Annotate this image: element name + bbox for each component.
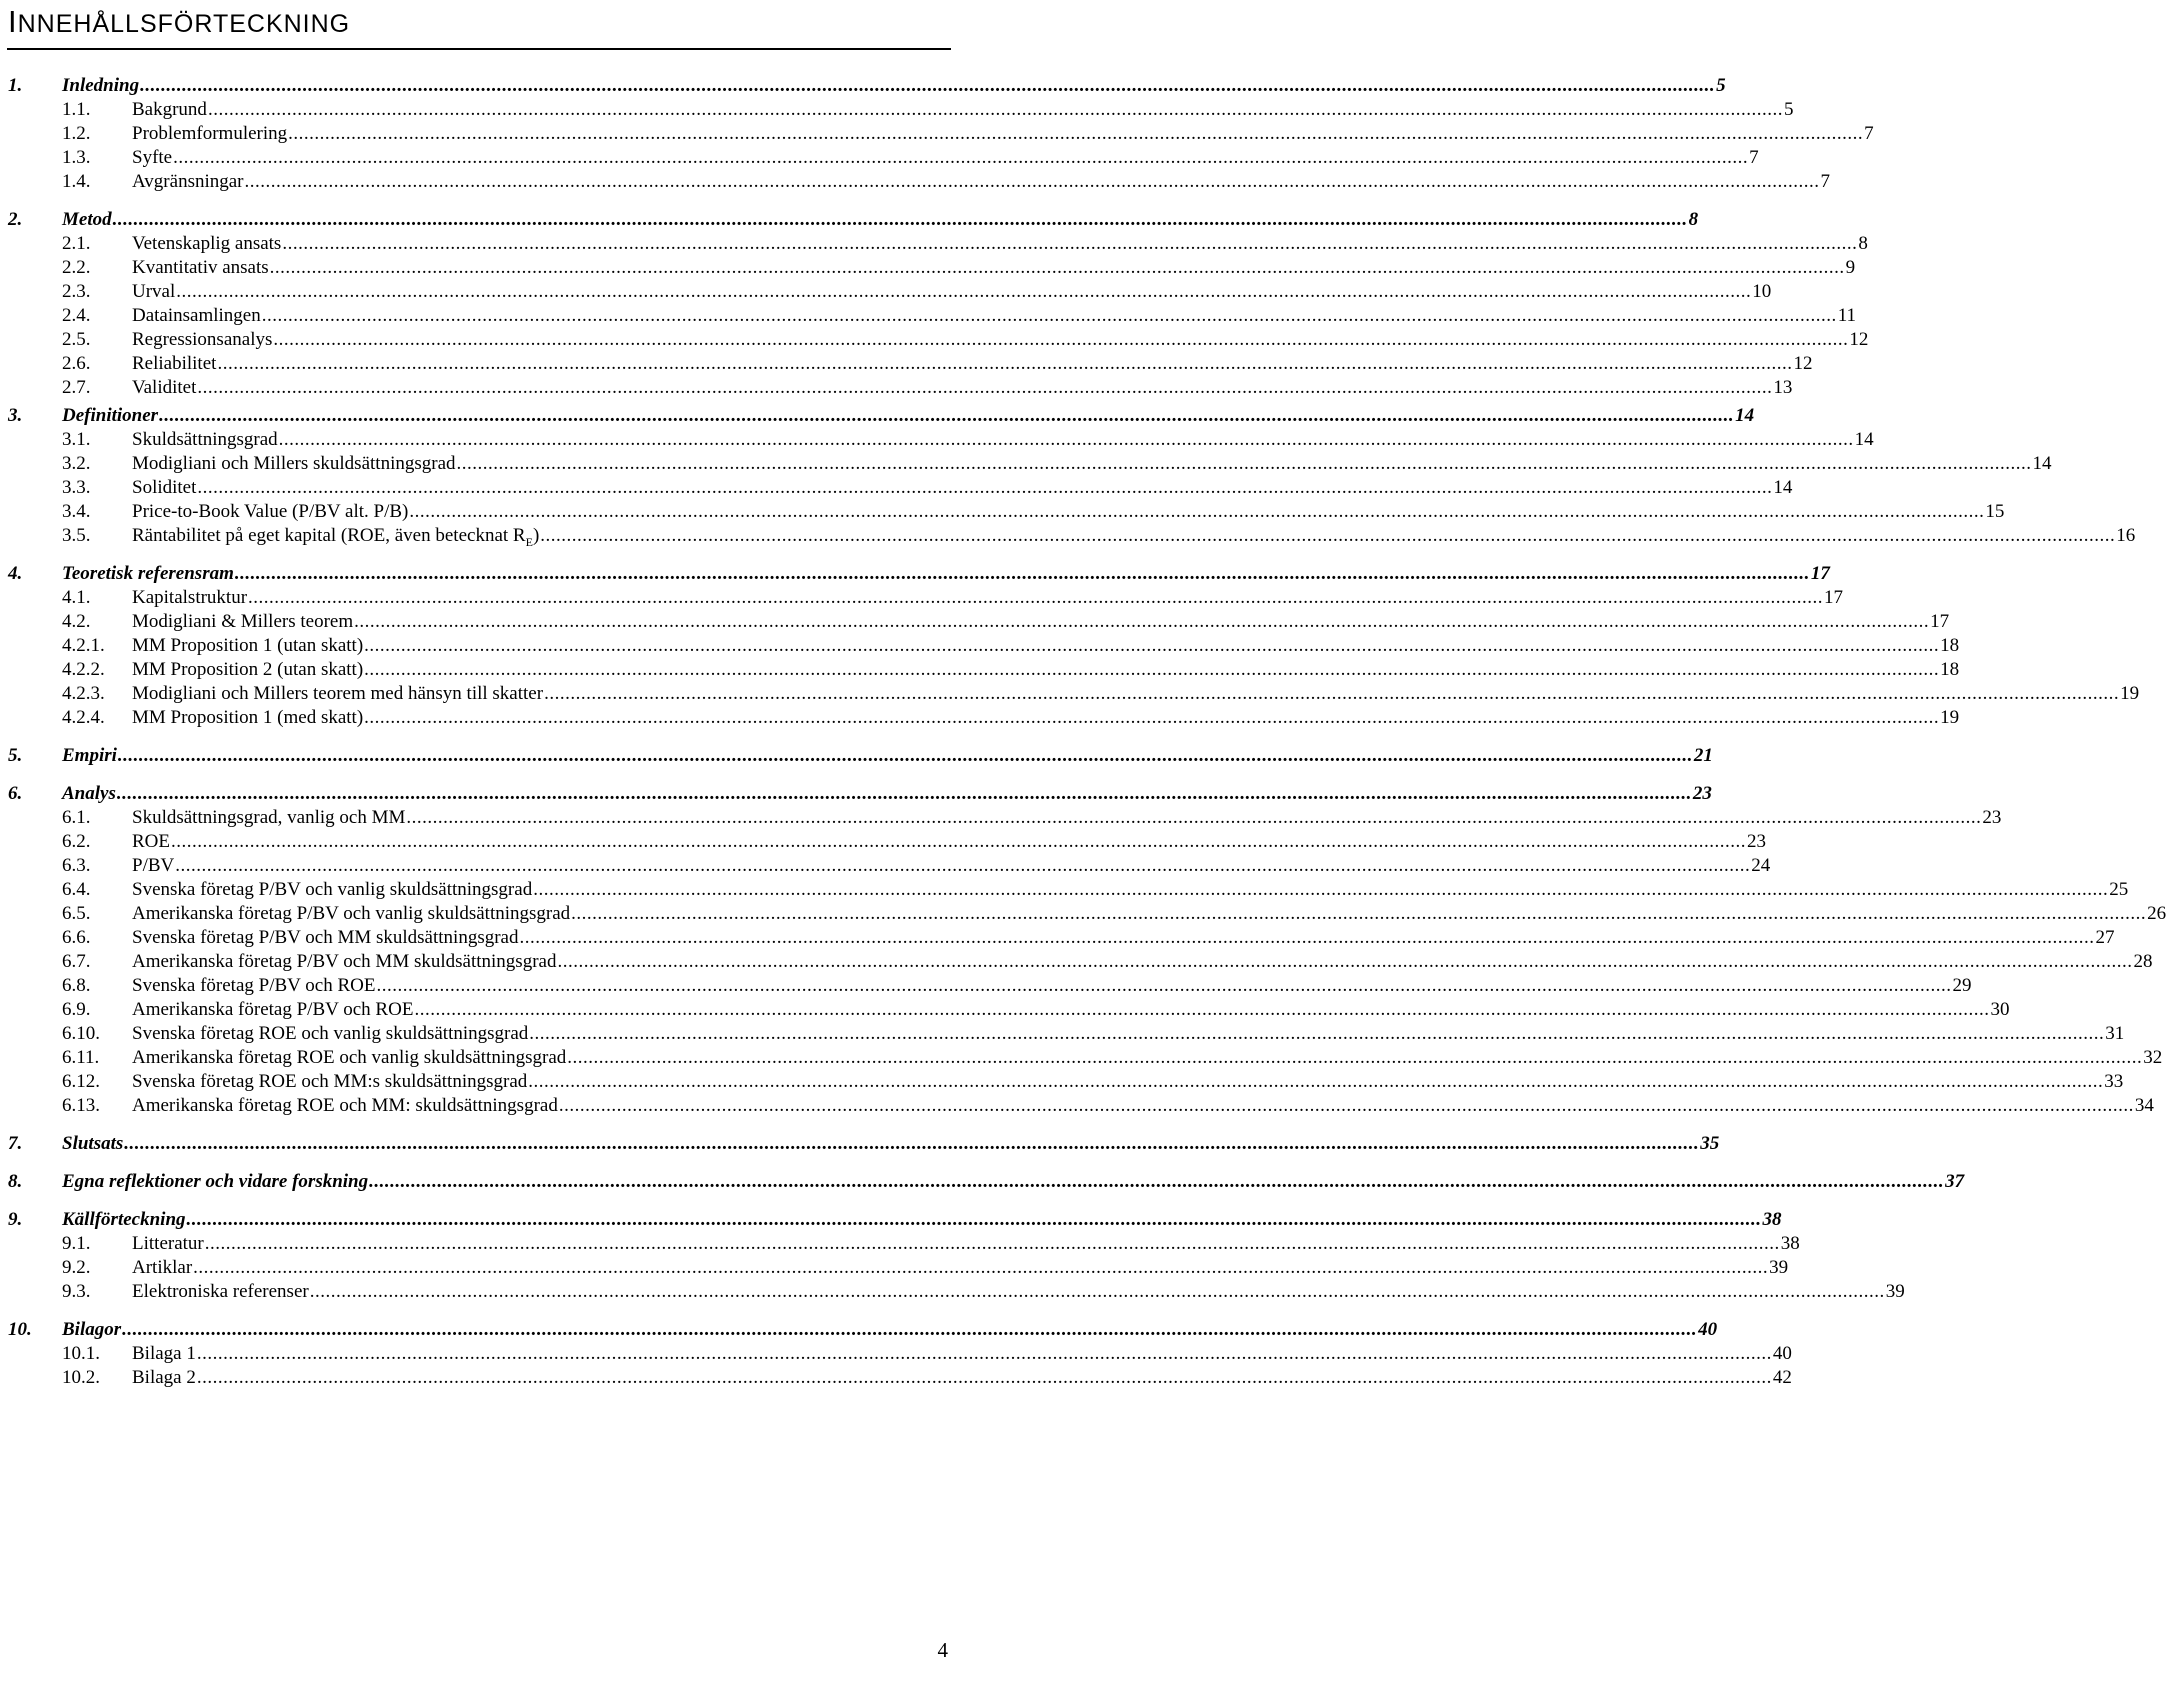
toc-entry-title-text: Kapitalstruktur — [132, 587, 248, 608]
toc-dot-leader: ............................................................................................................................................................................................................................................................................................................ — [159, 405, 1735, 426]
toc-dot-leader: ............................................................................................................................................................................................................................................................................................................ — [112, 209, 1688, 230]
toc-entry-title-text: Modigliani och Millers skuldsättningsgrad — [132, 453, 456, 474]
toc-entry-title-text: Svenska företag P/BV och vanlig skuldsättningsgrad — [132, 879, 533, 900]
toc-dot-leader: ............................................................................................................................................................................................................................................................................................................ — [176, 281, 1752, 302]
toc-dot-leader: ............................................................................................................................................................................................................................................................................................................ — [288, 123, 1864, 144]
toc-entry-number: 10. — [8, 1319, 32, 1340]
toc-dot-leader: ............................................................................................................................................................................................................................................................................................................ — [406, 807, 1982, 828]
toc-entry-line — [132, 374, 1793, 402]
toc-entry-number: 6.9. — [62, 999, 91, 1020]
toc-dot-leader: ............................................................................................................................................................................................................................................................................................................ — [544, 683, 2120, 704]
toc-entry-number: 3.1. — [62, 429, 91, 450]
toc-dot-leader: ............................................................................................................................................................................................................................................................................................................ — [234, 563, 1810, 584]
toc-entry-number: 4.2.1. — [62, 635, 105, 656]
toc-entry-title-text: Skuldsättningsgrad — [132, 429, 278, 450]
toc-entry-number: 6.10. — [62, 1023, 100, 1044]
toc-entry-number: 4.2. — [62, 611, 91, 632]
toc-entry-page: 8 — [1858, 233, 1868, 254]
toc-entry-title — [132, 1092, 559, 1120]
toc-entry-number: 4.1. — [62, 587, 91, 608]
toc-entry-page: 7 — [1749, 147, 1759, 168]
toc-entry-title-text: Svenska företag P/BV och ROE — [132, 975, 376, 996]
toc-entry-line — [62, 742, 1713, 770]
toc-entry-title-text: Amerikanska företag ROE och MM: skuldsättningsgrad — [132, 1095, 558, 1116]
toc-entry-page: 9 — [1845, 257, 1856, 278]
toc-entry-title — [62, 1130, 124, 1158]
toc-entry-page: 7 — [1820, 171, 1831, 192]
toc-entry-title-text: Artiklar — [132, 1257, 193, 1278]
toc-entry-number: 6.12. — [62, 1071, 100, 1092]
toc-entry-number: 3.5. — [62, 525, 91, 546]
toc-entry-line — [132, 1278, 1905, 1306]
toc-entry-title-text: Price-to-Book Value (P/BV alt. P/B) — [132, 501, 409, 522]
toc-entry-title-text: Reliabilitet — [132, 353, 217, 374]
toc-section-entry[interactable] — [0, 374, 1793, 402]
toc-entry-page: 28 — [2133, 951, 2153, 972]
toc-entry-page: 7 — [1864, 123, 1874, 144]
toc-entry-number: 8. — [8, 1171, 23, 1192]
toc-entry-title — [62, 1168, 369, 1196]
toc-entry-number: 3.4. — [62, 501, 91, 522]
toc-entry-title-text: Svenska företag P/BV och MM skuldsättningsgrad — [132, 927, 519, 948]
toc-entry-page: 5 — [1716, 75, 1726, 96]
toc-dot-leader: ............................................................................................................................................................................................................................................................................................................ — [186, 1209, 1762, 1230]
toc-dot-leader: ............................................................................................................................................................................................................................................................................................................ — [193, 1257, 1769, 1278]
toc-entry-page: 38 — [1780, 1233, 1800, 1254]
toc-entry-number: 2.3. — [62, 281, 91, 302]
toc-dot-leader: ............................................................................................................................................................................................................................................................................................................ — [197, 477, 1773, 498]
toc-entry-number: 6.1. — [62, 807, 91, 828]
toc-entry-page: 31 — [2105, 1023, 2125, 1044]
toc-dot-leader: ............................................................................................................................................................................................................................................................................................................ — [354, 611, 1930, 632]
toc-entry-page: 23 — [1747, 831, 1766, 852]
toc-entry-page: 25 — [2109, 879, 2129, 900]
toc-entry-number: 4.2.4. — [62, 707, 105, 728]
toc-entry-number: 2.6. — [62, 353, 91, 374]
toc-entry-title-text: MM Proposition 1 (med skatt) — [132, 707, 364, 728]
toc-entry-title-text: Amerikanska företag ROE och vanlig skuldsättningsgrad — [132, 1047, 567, 1068]
toc-dot-leader: ............................................................................................................................................................................................................................................................................................................ — [261, 305, 1837, 326]
toc-entry-title-text: Elektroniska referenser — [132, 1281, 309, 1302]
toc-entry-number: 6.11. — [62, 1047, 100, 1068]
toc-dot-leader: ............................................................................................................................................................................................................................................................................................................ — [278, 429, 1854, 450]
toc-chapter-entry[interactable] — [0, 742, 1713, 770]
toc-entry-title-text: ROE — [132, 831, 170, 852]
toc-entry-page: 17 — [1810, 563, 1830, 584]
toc-entry-number: 1.4. — [62, 171, 91, 192]
toc-entry-line — [132, 1364, 1792, 1392]
toc-entry-title — [132, 1364, 197, 1392]
toc-entry-number: 1.2. — [62, 123, 91, 144]
toc-entry-number: 6.2. — [62, 831, 91, 852]
toc-dot-leader: ............................................................................................................................................................................................................................................................................................................ — [282, 233, 1858, 254]
toc-entry-page: 24 — [1751, 855, 1771, 876]
toc-entry-page: 23 — [1692, 783, 1712, 804]
toc-entry-title-text: Metod — [62, 209, 112, 230]
toc-entry-line — [62, 1130, 1720, 1158]
toc-entry-title-text: Regressionsanalys — [132, 329, 273, 350]
toc-entry-page: 5 — [1783, 99, 1794, 120]
toc-dot-leader: ............................................................................................................................................................................................................................................................................................................ — [364, 659, 1940, 680]
page-number: 4 — [937, 1638, 948, 1662]
toc-dot-leader: ............................................................................................................................................................................................................................................................................................................ — [364, 707, 1940, 728]
toc-entry-title — [132, 374, 197, 402]
toc-entry-number: 2.5. — [62, 329, 91, 350]
toc-entry-title-text: Svenska företag ROE och vanlig skuldsättningsgrad — [132, 1023, 529, 1044]
toc-entry-title-text: Skuldsättningsgrad, vanlig och MM — [132, 807, 406, 828]
toc-entry-title-text: Slutsats — [62, 1133, 124, 1154]
toc-entry-number: 4. — [8, 563, 23, 584]
toc-entry-title-text: Bilaga 1 — [132, 1343, 196, 1364]
toc-entry-number: 6. — [8, 783, 23, 804]
toc-entry-title-text: Definitioner — [62, 405, 159, 426]
toc-entry-title-text: Amerikanska företag P/BV och ROE — [132, 999, 414, 1020]
toc-dot-leader: ............................................................................................................................................................................................................................................................................................................ — [207, 99, 1783, 120]
toc-dot-leader: ............................................................................................................................................................................................................................................................................................................ — [140, 75, 1716, 96]
toc-dot-leader: ............................................................................................................................................................................................................................................................................................................ — [533, 879, 2109, 900]
toc-entry-number: 9.2. — [62, 1257, 91, 1278]
toc-entry-title-text: Svenska företag ROE och MM:s skuldsättningsgrad — [132, 1071, 528, 1092]
toc-entry-title-text: Analys — [62, 783, 116, 804]
toc-entry-number: 6.3. — [62, 855, 91, 876]
toc-entry-page: 15 — [1985, 501, 2005, 522]
toc-entry-number: 7. — [8, 1133, 23, 1154]
toc-entry-page: 42 — [1772, 1367, 1792, 1388]
toc-entry-title-text: Egna reflektioner och vidare forskning — [62, 1171, 369, 1192]
toc-entry-title-text: Syfte — [132, 147, 173, 168]
toc-dot-leader: ............................................................................................................................................................................................................................................................................................................ — [116, 783, 1692, 804]
toc-entry-number: 6.13. — [62, 1095, 100, 1116]
toc-entry-title — [132, 168, 245, 196]
toc-entry-page: 18 — [1940, 659, 1960, 680]
toc-section-entry[interactable] — [0, 1278, 1905, 1306]
toc-entry-page: 37 — [1945, 1171, 1965, 1192]
toc-entry-line — [132, 1092, 2154, 1120]
toc-entry-title-text: Amerikanska företag P/BV och vanlig skuldsättningsgrad — [132, 903, 571, 924]
toc-entry-title-text: Inledning — [62, 75, 140, 96]
toc-dot-leader: ............................................................................................................................................................................................................................................................................................................ — [171, 831, 1746, 852]
toc-entry-page: 33 — [2104, 1071, 2124, 1092]
toc-entry-page: 16 — [2116, 525, 2136, 546]
toc-chapter-entry[interactable] — [0, 1168, 1965, 1196]
toc-entry-title-text: Problemformulering — [132, 123, 288, 144]
toc-entry-number: 6.8. — [62, 975, 91, 996]
toc-entry-title-text: Soliditet — [132, 477, 197, 498]
toc-entry-number: 10.2. — [62, 1367, 100, 1388]
toc-entry-page: 35 — [1700, 1133, 1720, 1154]
toc-entry-title-text: Modigliani & Millers teorem — [132, 611, 354, 632]
toc-entry-title-text: Urval — [132, 281, 176, 302]
toc-dot-leader: ............................................................................................................................................................................................................................................................................................................ — [244, 171, 1820, 192]
toc-dot-leader: ............................................................................................................................................................................................................................................................................................................ — [557, 951, 2133, 972]
toc-entry-title-text: Empiri — [62, 745, 117, 766]
toc-entry-page: 19 — [1940, 707, 1960, 728]
toc-entry-page: 8 — [1688, 209, 1699, 230]
toc-entry-title-text: Källförteckning — [62, 1209, 186, 1230]
toc-entry-title-text: Litteratur — [132, 1233, 204, 1254]
toc-entry-number: 2.7. — [62, 377, 91, 398]
toc-dot-leader: ............................................................................................................................................................................................................................................................................................................ — [540, 525, 2116, 546]
toc-entry-number: 2.2. — [62, 257, 91, 278]
toc-entry-title-text: Bilagor — [62, 1319, 122, 1340]
toc-entry-number: 3. — [8, 405, 23, 426]
toc-entry-number: 6.5. — [62, 903, 91, 924]
toc-entry-page: 14 — [1773, 477, 1793, 498]
toc-dot-leader: ............................................................................................................................................................................................................................................................................................................ — [369, 1171, 1945, 1192]
toc-dot-leader: ............................................................................................................................................................................................................................................................................................................ — [409, 501, 1985, 522]
toc-entry-page: 12 — [1849, 329, 1869, 350]
toc-entry-subscript: E — [525, 534, 533, 549]
toc-entry-line — [132, 704, 1960, 732]
toc-dot-leader: ............................................................................................................................................................................................................................................................................................................ — [217, 353, 1793, 374]
toc-entry-title-text: Bilaga 2 — [132, 1367, 196, 1388]
toc-section-entry[interactable] — [0, 704, 1960, 732]
toc-section-entry[interactable] — [0, 522, 2136, 550]
toc-section-entry[interactable] — [0, 168, 1831, 196]
toc-entry-number: 4.2.2. — [62, 659, 105, 680]
toc-entry-line — [132, 168, 1831, 196]
toc-dot-leader: ............................................................................................................................................................................................................................................................................................................ — [124, 1133, 1700, 1154]
toc-entry-page: 26 — [2147, 903, 2166, 924]
toc-entry-page: 29 — [1952, 975, 1972, 996]
toc-entry-number: 2.4. — [62, 305, 91, 326]
toc-chapter-entry[interactable] — [0, 1130, 1720, 1158]
toc-dot-leader: ............................................................................................................................................................................................................................................................................................................ — [529, 1023, 2105, 1044]
toc-entry-number: 4.2.3. — [62, 683, 105, 704]
toc-heading-initial: I — [8, 4, 18, 39]
toc-dot-leader: ............................................................................................................................................................................................................................................................................................................ — [519, 927, 2095, 948]
toc-entry-title-text: Amerikanska företag P/BV och MM skuldsättningsgrad — [132, 951, 557, 972]
toc-dot-leader: ............................................................................................................................................................................................................................................................................................................ — [558, 1095, 2134, 1116]
toc-entry-page: 10 — [1752, 281, 1772, 302]
toc-entry-number: 2.1. — [62, 233, 91, 254]
toc-entry-number: 3.3. — [62, 477, 91, 498]
toc-entry-number: 1. — [8, 75, 23, 96]
toc-entry-line — [62, 1168, 1965, 1196]
toc-entry-title-tail: ) — [532, 525, 540, 546]
toc-entry-title — [132, 704, 364, 732]
toc-dot-leader: ............................................................................................................................................................................................................................................................................................................ — [269, 257, 1845, 278]
toc-entry-title-text: Vetenskaplig ansats — [132, 233, 282, 254]
toc-entry-page: 14 — [1854, 429, 1874, 450]
toc-entry-page: 13 — [1773, 377, 1793, 398]
toc-dot-leader: ............................................................................................................................................................................................................................................................................................................ — [248, 587, 1824, 608]
toc-heading-rest: NNEHÅLLSFÖRTECKNING — [17, 10, 351, 38]
toc-dot-leader: ............................................................................................................................................................................................................................................................................................................ — [309, 1281, 1885, 1302]
toc-entry-page: 40 — [1698, 1319, 1718, 1340]
toc-dot-leader: ............................................................................................................................................................................................................................................................................................................ — [117, 745, 1693, 766]
toc-entry-number: 10.1. — [62, 1343, 100, 1364]
toc-entry-page: 17 — [1930, 611, 1950, 632]
toc-entry-title-text: Modigliani och Millers teorem med hänsyn till skatter — [132, 683, 544, 704]
toc-dot-leader: ............................................................................................................................................................................................................................................................................................................ — [175, 855, 1751, 876]
toc-entry-line — [132, 522, 2136, 550]
toc-entry-title — [132, 1278, 310, 1306]
toc-entry-number: 6.7. — [62, 951, 91, 972]
toc-dot-leader: ............................................................................................................................................................................................................................................................................................................ — [414, 999, 1990, 1020]
toc-entry-number: 5. — [8, 745, 23, 766]
toc-dot-leader: ............................................................................................................................................................................................................................................................................................................ — [273, 329, 1849, 350]
toc-entry-page: 34 — [2134, 1095, 2154, 1116]
toc-dot-leader: ............................................................................................................................................................................................................................................................................................................ — [376, 975, 1952, 996]
toc-entry-page: 21 — [1693, 745, 1713, 766]
toc-entry-title-text: MM Proposition 2 (utan skatt) — [132, 659, 364, 680]
toc-entry-number: 6.4. — [62, 879, 91, 900]
toc-entry-number: 9.1. — [62, 1233, 91, 1254]
toc-dot-leader: ............................................................................................................................................................................................................................................................................................................ — [204, 1233, 1780, 1254]
toc-entry-page: 18 — [1940, 635, 1960, 656]
toc-entry-title-text: P/BV — [132, 855, 175, 876]
toc-dot-leader: ............................................................................................................................................................................................................................................................................................................ — [173, 147, 1749, 168]
toc-entry-page: 27 — [2095, 927, 2115, 948]
toc-entry-page: 23 — [1982, 807, 2002, 828]
toc-entry-page: 14 — [1735, 405, 1755, 426]
toc-entry-title-text: MM Proposition 1 (utan skatt) — [132, 635, 364, 656]
toc-entry-title-text: Validitet — [132, 377, 197, 398]
toc-entry-number: 1.3. — [62, 147, 91, 168]
toc-entry-title — [132, 522, 540, 550]
toc-entry-number: 9.3. — [62, 1281, 91, 1302]
toc-dot-leader: ............................................................................................................................................................................................................................................................................................................ — [567, 1047, 2143, 1068]
toc-entry-page: 40 — [1772, 1343, 1792, 1364]
toc-entry-page: 19 — [2120, 683, 2140, 704]
toc-entry-number: 1.1. — [62, 99, 91, 120]
toc-dot-leader: ............................................................................................................................................................................................................................................................................................................ — [571, 903, 2147, 924]
toc-dot-leader: ............................................................................................................................................................................................................................................................................................................ — [197, 377, 1773, 398]
toc-entry-title-text: Teoretisk referensram — [62, 563, 234, 584]
toc-entry-title-text: Räntabilitet på eget kapital (ROE, även betecknat R — [132, 525, 526, 546]
toc-entry-title-text: Bakgrund — [132, 99, 207, 120]
toc-entry-page: 30 — [1990, 999, 2010, 1020]
toc-entry-title-text: Datainsamlingen — [132, 305, 261, 326]
toc-entry-page: 11 — [1837, 305, 1857, 326]
toc-dot-leader: ............................................................................................................................................................................................................................................................................................................ — [528, 1071, 2104, 1092]
toc-entry-number: 9. — [8, 1209, 23, 1230]
toc-entry-page: 32 — [2143, 1047, 2163, 1068]
toc-dot-leader: ............................................................................................................................................................................................................................................................................................................ — [122, 1319, 1698, 1340]
toc-dot-leader: ............................................................................................................................................................................................................................................................................................................ — [364, 635, 1940, 656]
toc-dot-leader: ............................................................................................................................................................................................................................................................................................................ — [196, 1367, 1772, 1388]
toc-entry-number: 2. — [8, 209, 23, 230]
toc-entry-number: 6.6. — [62, 927, 91, 948]
toc-section-entry[interactable] — [0, 1364, 1792, 1392]
toc-entry-page: 14 — [2032, 453, 2052, 474]
toc-entry-page: 17 — [1824, 587, 1844, 608]
toc-entry-number: 3.2. — [62, 453, 91, 474]
toc-dot-leader: ............................................................................................................................................................................................................................................................................................................ — [196, 1343, 1772, 1364]
toc-entry-page: 39 — [1769, 1257, 1789, 1278]
toc-entry-page: 39 — [1885, 1281, 1905, 1302]
toc-dot-leader: ............................................................................................................................................................................................................................................................................................................ — [456, 453, 2032, 474]
toc-entry-page: 38 — [1762, 1209, 1782, 1230]
toc-entry-page: 12 — [1793, 353, 1813, 374]
toc-entry-title-text: Kvantitativ ansats — [132, 257, 269, 278]
toc-entry-title-text: Avgränsningar — [132, 171, 244, 192]
toc-section-entry[interactable] — [0, 1092, 2154, 1120]
toc-entry-title — [62, 742, 118, 770]
